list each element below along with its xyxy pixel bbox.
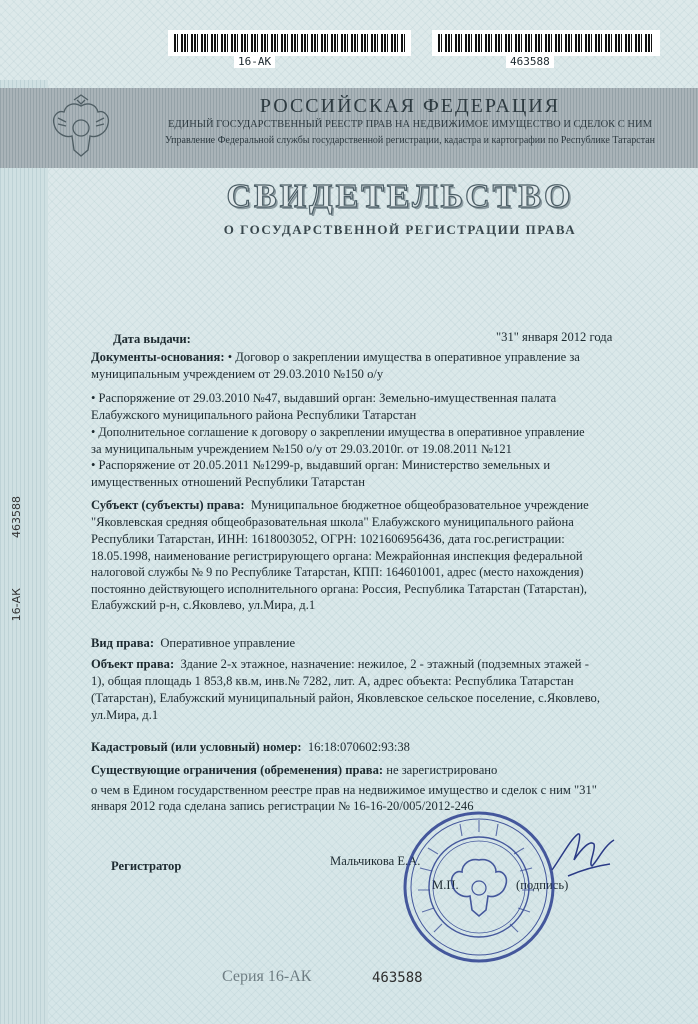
documents-item3-line1: • Дополнительное соглашение к договору о закреплении имущества в оперативное управление xyxy=(91,425,585,439)
registry-line2: января 2012 года сделана запись регистрации № 16-16-20/005/2012-246 xyxy=(91,799,474,813)
barcode-right xyxy=(432,30,660,56)
header-title: РОССИЙСКАЯ ФЕДЕРАЦИЯ xyxy=(259,95,561,117)
subject-text-line6: постоянно действующего исполнительного органа: Россия, Республика Татарстан (Татарстан), xyxy=(91,582,587,596)
issue-date-label: Дата выдачи: xyxy=(113,332,191,346)
restrictions-row xyxy=(91,762,497,778)
object-text-line3: (Татарстан), Елабужский муниципальный район, Яковлевское сельское поселение, с.Яковлево, xyxy=(91,691,600,705)
documents-item4-line1: • Распоряжение от 20.05.2011 №1299-р, выдавший орган: Министерство земельных и xyxy=(91,458,551,472)
subject-text-line1: Муниципальное бюджетное общеобразовательное учреждение xyxy=(250,498,589,512)
restrictions-value: не зарегистрировано xyxy=(386,763,498,777)
right-type-value: Оперативное управление xyxy=(160,636,296,650)
barcode-left-text: 16-AK xyxy=(234,55,275,68)
right-type-label: Вид права: xyxy=(91,636,155,650)
documents-label: Документы-основания: xyxy=(91,350,225,364)
documents-item1-line1: • Договор о закреплении имущества в оперативное управление за xyxy=(227,350,580,364)
signature-label: (подпись) xyxy=(516,878,569,892)
documents-item2-line1: • Распоряжение от 29.03.2010 №47, выдавший орган: Земельно-имущественная палата xyxy=(91,391,557,405)
subject-text-line3: Республики Татарстан, ИНН: 1618003052, ОГРН: 1021606956436, дата гос.регистрации: xyxy=(91,532,565,546)
footer-series: Серия 16-АК xyxy=(222,968,312,985)
subject-line1 xyxy=(91,497,589,513)
registry-line1: о чем в Едином государственном реестре прав на недвижимое имущество и сделок с ним "31" xyxy=(91,783,597,797)
certificate-subtitle: О ГОСУДАРСТВЕННОЙ РЕГИСТРАЦИИ ПРАВА xyxy=(223,222,577,237)
restrictions-label: Существующие ограничения (обременения) права: xyxy=(91,763,384,777)
coat-of-arms-icon xyxy=(44,92,118,166)
official-stamp-icon xyxy=(400,808,558,966)
documents-item3-line2: за муниципальным учреждением №150 о/у от 29.03.2010г. от 19.08.2011 №121 xyxy=(91,442,512,456)
documents-item4-line2: имущественных отношений Республики Татарстан xyxy=(91,475,365,489)
object-text-line1: Здание 2-х этажное, назначение: нежилое, 2 - этажный (подземных этажей - xyxy=(180,657,589,671)
header-department: Управление Федеральной службы государственной регистрации, кадастра и картографии по Республике Татарстан xyxy=(164,135,656,146)
documents-line1 xyxy=(91,349,651,365)
signature-icon xyxy=(548,826,618,882)
right-type-row xyxy=(91,635,295,651)
subject-text-line7: Елабужский р-н, с.Яковлево, ул.Мира, д.1 xyxy=(91,598,316,612)
cadastral-value: 16:18:070602:93:38 xyxy=(307,740,410,754)
certificate-title: СВИДЕТЕЛЬСТВО xyxy=(226,178,574,215)
header-registry-name: ЕДИНЫЙ ГОСУДАРСТВЕННЫЙ РЕЕСТР ПРАВ НА НЕДВИЖИМОЕ ИМУЩЕСТВО И СДЕЛОК С НИМ xyxy=(168,119,652,130)
subject-text-line2: "Яковлевская средняя общеобразовательная школа" Елабужского муниципального района xyxy=(91,515,574,529)
footer-number: 463588 xyxy=(372,970,423,986)
barcode-left xyxy=(168,30,411,56)
issue-date: "31" января 2012 года xyxy=(496,330,613,344)
documents-item2-line2: Елабужского муниципального района Республики Татарстан xyxy=(91,408,417,422)
cadastral-row xyxy=(91,739,410,755)
side-series: 16-АК xyxy=(10,588,23,622)
cadastral-label: Кадастровый (или условный) номер: xyxy=(91,740,302,754)
subject-text-line5: налоговой службы № 9 по Республике Татарстан, КПП: 164601001, адрес (место нахождения) xyxy=(91,565,584,579)
registrar-name: Мальчикова Е.А. xyxy=(330,854,421,868)
left-guilloche-band xyxy=(0,80,48,1024)
barcode-right-text: 463588 xyxy=(506,55,554,68)
stamp-mp-label: М.П. xyxy=(432,878,459,892)
side-number: 463588 xyxy=(10,496,23,538)
object-text-line2: 1), общая площадь 1 853,8 кв.м, инв.№ 7282, лит. А, адрес объекта: Республика Татарстан xyxy=(91,674,574,688)
documents-item1-line2: муниципальным учреждением от 29.03.2010 №150 о/у xyxy=(91,367,384,381)
object-line1 xyxy=(91,656,589,672)
subject-label: Субъект (субъекты) права: xyxy=(91,498,245,512)
subject-text-line4: 18.05.1998, наименование регистрирующего органа: Межрайонная инспекция федеральной xyxy=(91,549,583,563)
object-text-line4: ул.Мира, д.1 xyxy=(91,708,159,722)
object-label: Объект права: xyxy=(91,657,175,671)
registrar-label: Регистратор xyxy=(111,859,182,873)
